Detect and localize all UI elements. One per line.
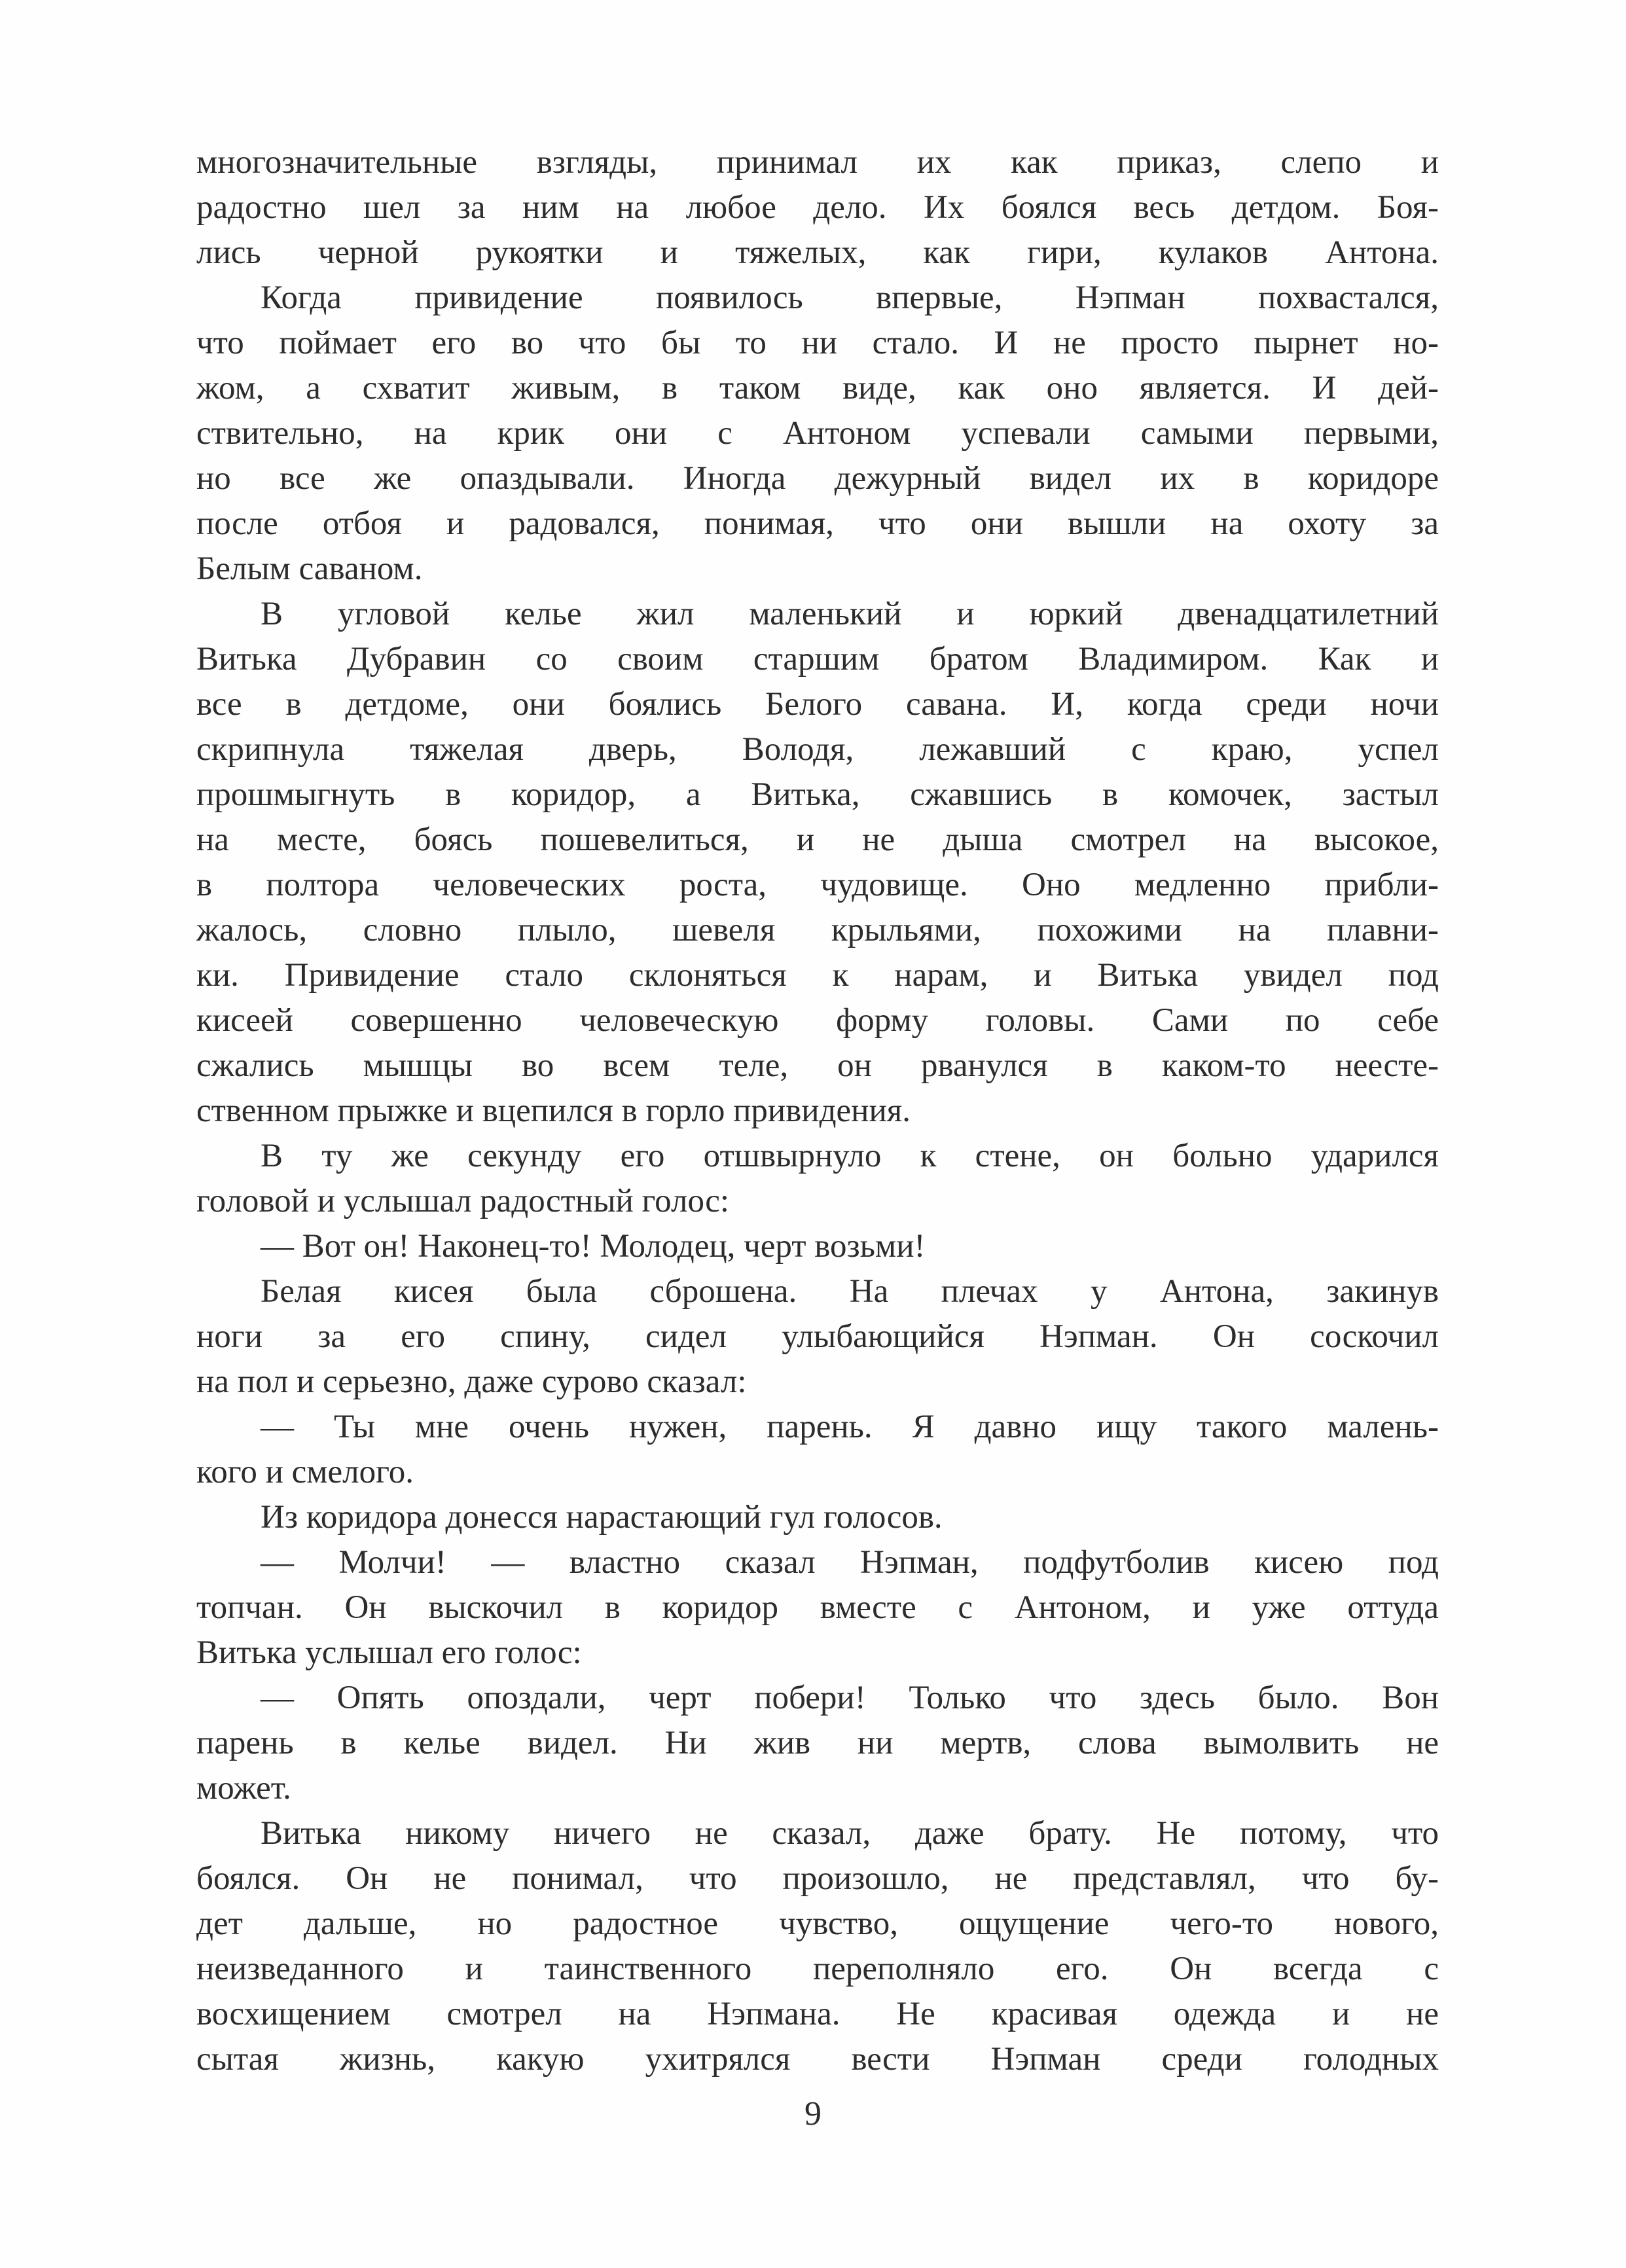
text-line: все в детдоме, они боялись Белого савана. И, когда среди ночи — [196, 686, 1439, 723]
dialogue-line: — Ты мне очень нужен, парень. Я давно ищу такого малень- — [261, 1409, 1439, 1445]
text-line: головой и услышал радостный голос: — [196, 1183, 730, 1219]
text-line: неизведанного и таинственного переполняло его. Он всегда с — [196, 1951, 1439, 1987]
dialogue-line: — Опять опоздали, черт побери! Только что здесь было. Вон — [261, 1680, 1439, 1716]
text-line: Витька услышал его голос: — [196, 1634, 582, 1671]
page-number: 9 — [804, 2095, 822, 2133]
text-line: парень в келье видел. Ни жив ни мертв, слова вымолвить не — [196, 1725, 1439, 1761]
text-line: на месте, боясь пошевелиться, и не дыша смотрел на высокое, — [196, 821, 1439, 858]
text-line: радостно шел за ним на любое дело. Их боялся весь детдом. Боя- — [196, 189, 1439, 226]
text-line: ноги за его спину, сидел улыбающийся Нэпман. Он соскочил — [196, 1318, 1439, 1355]
text-line: Витька Дубравин со своим старшим братом Владимиром. Как и — [196, 641, 1439, 677]
text-line: дет дальше, но радостное чувство, ощущение чего-то нового, — [196, 1905, 1439, 1942]
text-line: сжались мышцы во всем теле, он рванулся в каком-то неесте- — [196, 1047, 1439, 1084]
paragraph-start-line: Из коридора донесся нарастающий гул голосов. — [261, 1499, 943, 1536]
text-line: на пол и серьезно, даже сурово сказал: — [196, 1363, 747, 1400]
text-line: скрипнула тяжелая дверь, Володя, лежавший с краю, успел — [196, 731, 1439, 768]
text-line: жалось, словно плыло, шевеля крыльями, похожими на плавни- — [196, 912, 1439, 948]
dialogue-line: — Молчи! — властно сказал Нэпман, подфутболив кисею под — [261, 1544, 1439, 1581]
text-line: прошмыгнуть в коридор, а Витька, сжавшись в комочек, застыл — [196, 776, 1439, 813]
paragraph-start-line: В ту же секунду его отшвырнуло к стене, он больно ударился — [261, 1138, 1439, 1174]
paragraph-start-line: Витька никому ничего не сказал, даже брату. Не потому, что — [261, 1815, 1439, 1852]
paragraph-start-line: В угловой келье жил маленький и юркий двенадцатилетний — [261, 596, 1439, 632]
text-line: многозначительные взгляды, принимал их как приказ, слепо и — [196, 144, 1439, 181]
text-line: лись черной рукоятки и тяжелых, как гири, кулаков Антона. — [196, 234, 1439, 271]
text-line: кого и смелого. — [196, 1454, 414, 1490]
text-line: восхищением смотрел на Нэпмана. Не красивая одежда и не — [196, 1996, 1439, 2032]
text-line: ки. Привидение стало склоняться к нарам, и Витька увидел под — [196, 957, 1439, 994]
text-line: что поймает его во что бы то ни стало. И не просто пырнет но- — [196, 325, 1439, 361]
text-line: в полтора человеческих роста, чудовище. Оно медленно прибли- — [196, 867, 1439, 903]
text-line: кисеей совершенно человеческую форму головы. Сами по себе — [196, 1002, 1439, 1039]
text-line: ственном прыжке и вцепился в горло привидения. — [196, 1092, 911, 1129]
text-line: топчан. Он выскочил в коридор вместе с Антоном, и уже оттуда — [196, 1589, 1439, 1626]
dialogue-line: — Вот он! Наконец-то! Молодец, черт возьми! — [261, 1228, 926, 1265]
text-line: жом, а схватит живым, в таком виде, как оно является. И дей- — [196, 370, 1439, 406]
text-line: ствительно, на крик они с Антоном успевали самыми первыми, — [196, 415, 1439, 452]
body-text — [196, 140, 1439, 2082]
text-line: после отбоя и радовался, понимая, что они вышли на охоту за — [196, 505, 1439, 542]
text-line: но все же опаздывали. Иногда дежурный видел их в коридоре — [196, 460, 1439, 497]
text-line: Белым саваном. — [196, 550, 423, 587]
paragraph-start-line: Когда привидение появилось впервые, Нэпман похвастался, — [261, 279, 1439, 316]
text-line: боялся. Он не понимал, что произошло, не представлял, что бу- — [196, 1860, 1439, 1897]
text-line: может. — [196, 1770, 291, 1807]
paragraph-start-line: Белая кисея была сброшена. На плечах у Антона, закинув — [261, 1273, 1439, 1310]
text-line: сытая жизнь, какую ухитрялся вести Нэпман среди голодных — [196, 2041, 1439, 2078]
